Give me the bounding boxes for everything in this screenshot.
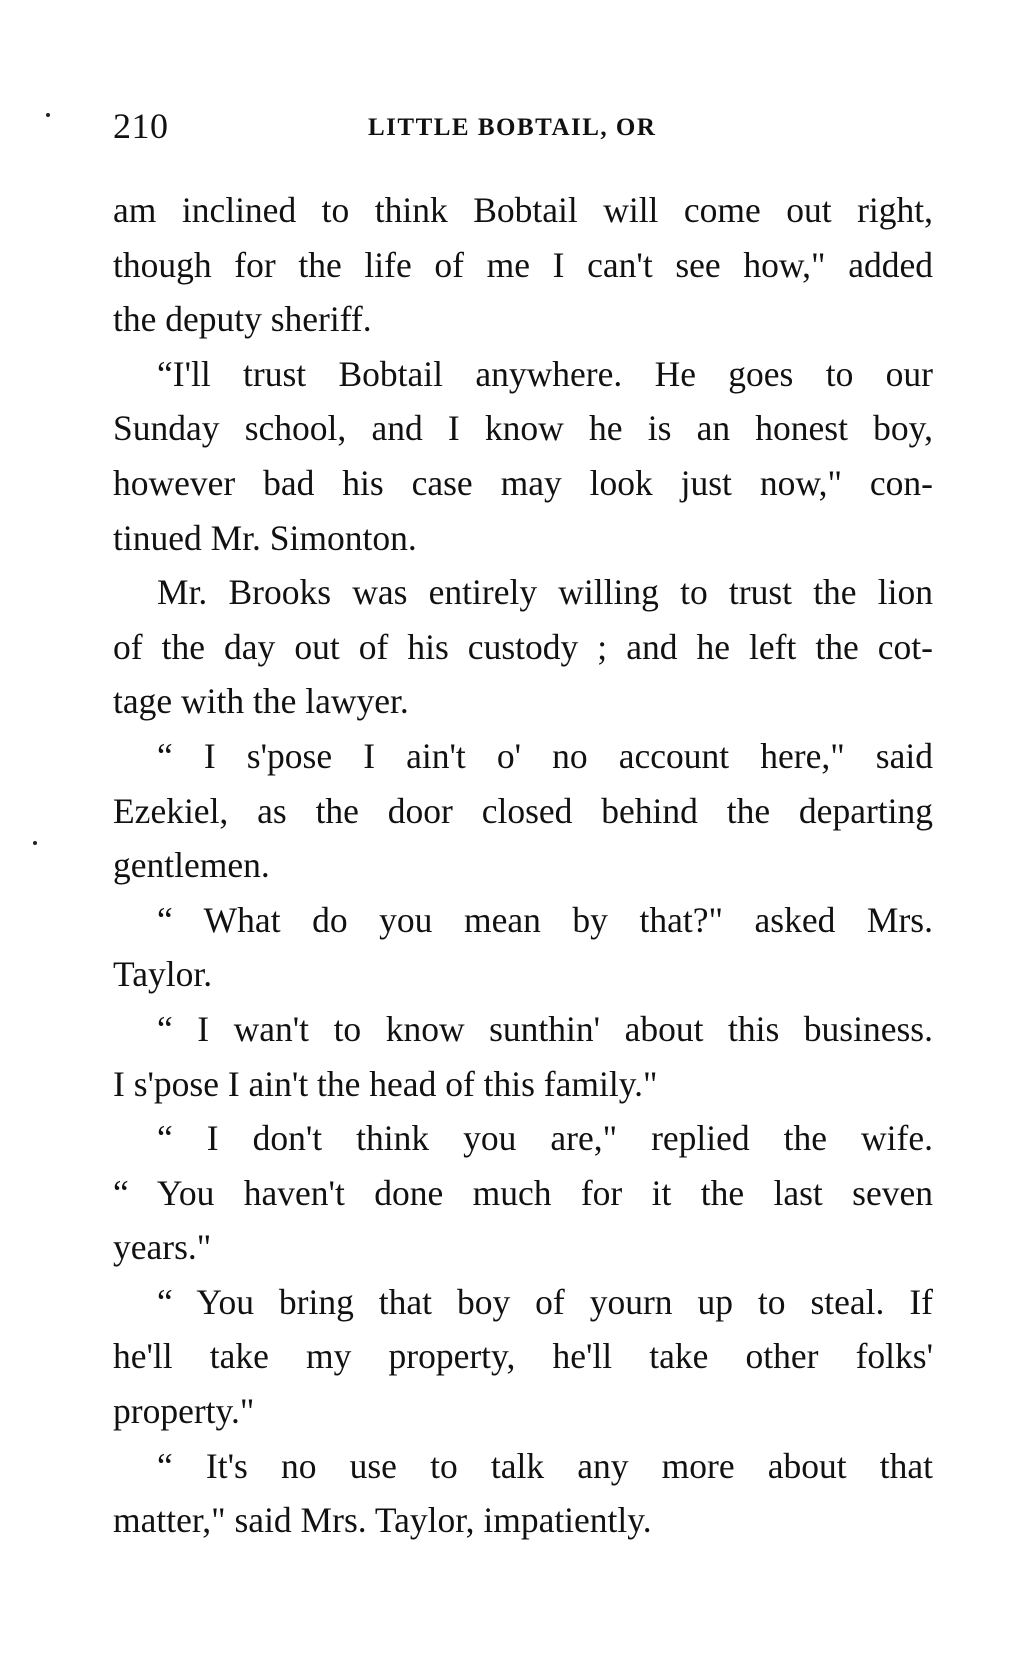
text-line: of the day out of his custody ; and he left the cot-	[113, 626, 933, 667]
paragraph	[113, 1002, 933, 1111]
body-text	[113, 183, 933, 1548]
text-line: “ I wan't to know sunthin' about this business.	[157, 1008, 933, 1049]
paragraph	[113, 893, 933, 1002]
text-line: Ezekiel, as the door closed behind the departing	[113, 790, 933, 831]
paragraph	[113, 183, 933, 347]
text-line: the deputy sheriff.	[113, 299, 372, 340]
text-line: tinued Mr. Simonton.	[113, 517, 417, 558]
running-title: LITTLE BOBTAIL, OR	[368, 114, 657, 141]
text-line: property."	[113, 1391, 255, 1432]
text-line: “ You bring that boy of yourn up to steal. If	[157, 1281, 933, 1322]
page-number: 210	[113, 106, 169, 146]
text-line: Sunday school, and I know he is an honest boy,	[113, 408, 933, 449]
running-head	[113, 102, 933, 152]
paragraph	[113, 565, 933, 729]
print-speck	[33, 841, 37, 845]
paragraph	[113, 1275, 933, 1439]
text-line: “ What do you mean by that?" asked Mrs.	[157, 899, 933, 940]
text-line: he'll take my property, he'll take other folks'	[113, 1336, 933, 1377]
paragraph	[113, 1439, 933, 1548]
text-line: am inclined to think Bobtail will come out right,	[113, 190, 933, 230]
text-line: Mr. Brooks was entirely willing to trust the lion	[157, 572, 933, 613]
paragraph	[113, 729, 933, 893]
text-line: “ I don't think you are," replied the wife.	[157, 1118, 933, 1159]
paragraph	[113, 1111, 933, 1275]
text-line: “ It's no use to talk any more about that	[157, 1445, 933, 1486]
paragraph	[113, 347, 933, 565]
text-line: tage with the lawyer.	[113, 681, 409, 722]
text-line: though for the life of me I can't see how," added	[113, 244, 933, 285]
text-line: gentlemen.	[113, 845, 270, 886]
text-line: Taylor.	[113, 954, 213, 995]
text-line: “I'll trust Bobtail anywhere. He goes to our	[157, 353, 933, 394]
text-line: “ You haven't done much for it the last seven	[113, 1172, 933, 1213]
text-line: “ I s'pose I ain't o' no account here," said	[157, 735, 933, 776]
text-line: matter," said Mrs. Taylor, impatiently.	[113, 1500, 652, 1541]
print-speck	[46, 113, 50, 117]
text-line: years."	[113, 1227, 212, 1268]
text-line: however bad his case may look just now," con-	[113, 462, 933, 503]
text-line: I s'pose I ain't the head of this family."	[113, 1063, 658, 1104]
